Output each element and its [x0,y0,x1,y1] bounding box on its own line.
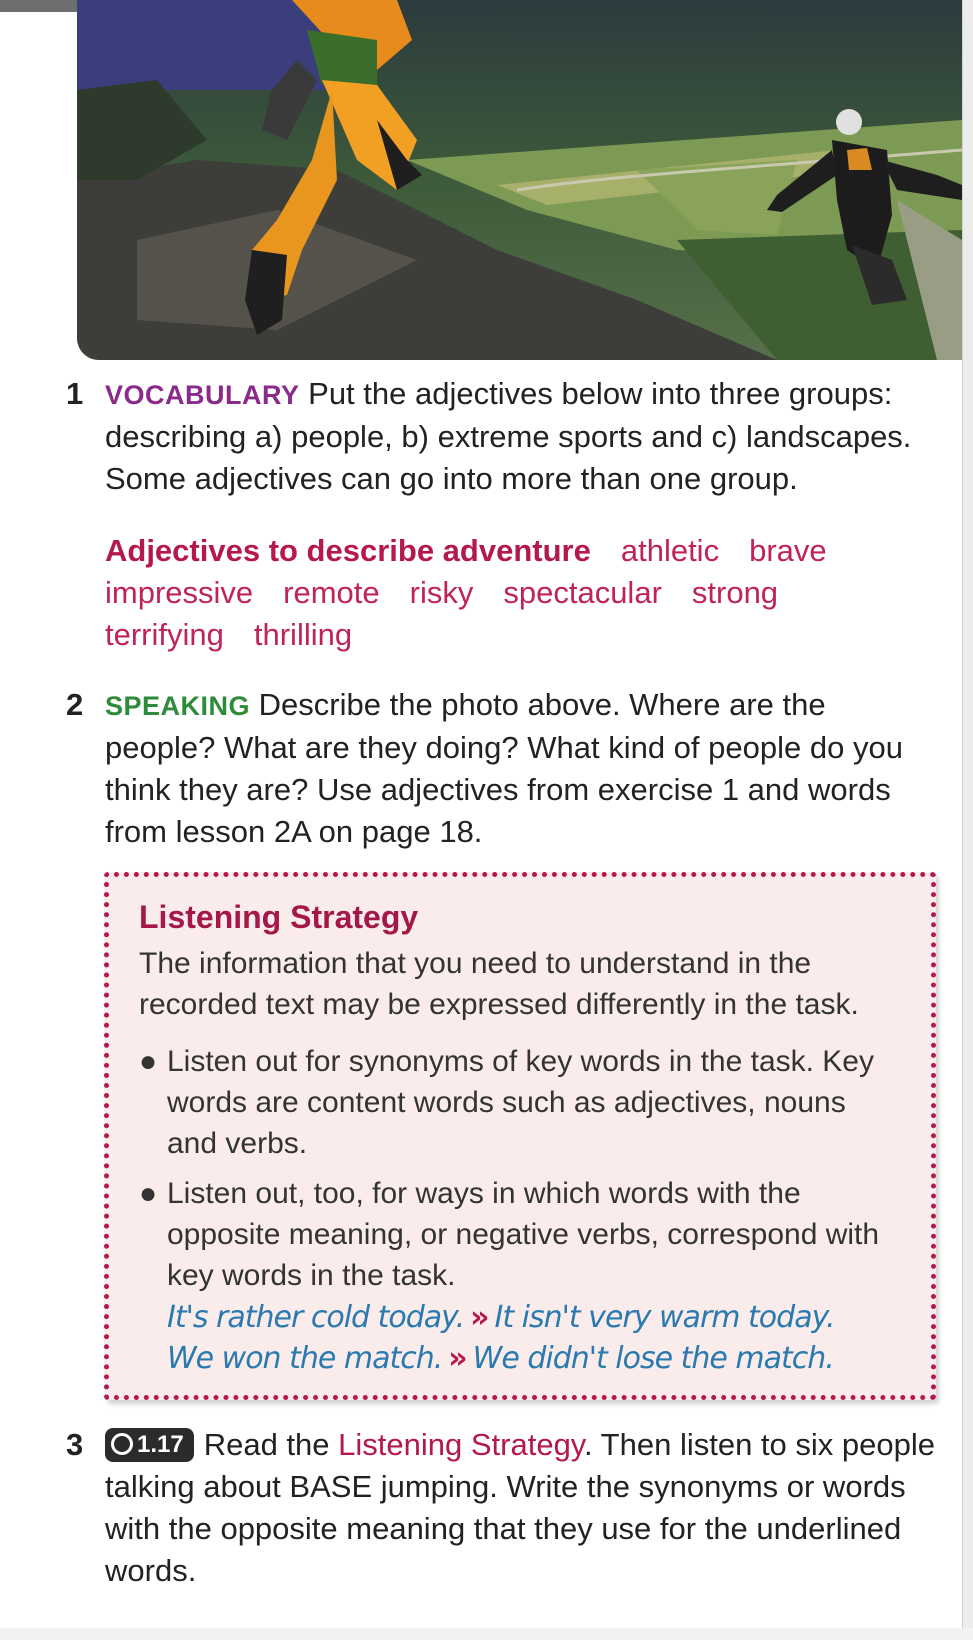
adjective-word: brave [749,533,827,568]
adjective-word: terrifying [105,617,224,652]
vocabulary-tag: VOCABULARY [105,380,300,410]
adjectives-title: Adjectives to describe adventure [105,533,591,568]
exercise-instructions: Describe the photo above. Where are the people? What are they doing? What kind of people do you think they are? Use adjectives from exercise 1 and words from lesson 2A on page 18. [105,687,903,849]
headphones-icon [111,1433,133,1455]
strategy-example [167,1338,834,1379]
arrow-icon: » [470,1300,489,1335]
example-original: It's rather cold today. [167,1300,465,1335]
exercise-1 [66,373,936,500]
adjective-word: strong [691,575,779,610]
adjective-word: athletic [620,533,720,568]
speaking-tag: SPEAKING [105,691,251,721]
example-paraphrase: We didn't lose the match. [472,1341,834,1376]
exercise-instructions-end: . Then listen to six people talking about BASE jumping. Write the synonyms or words with the opposite meaning that they use for the underlined words. [105,1427,935,1588]
adjective-word: thrilling [253,617,353,652]
exercise-3 [66,1424,936,1592]
exercise-instructions: Read the [203,1427,339,1462]
bullet-icon: ● [139,1045,158,1078]
exercise-number: 2 [66,687,84,722]
exercise-text [105,373,936,500]
base-jumping-photo [77,0,962,360]
strategy-reference: Listening Strategy [338,1427,585,1462]
arrow-icon: » [448,1341,467,1376]
example-original: We won the match. [167,1341,443,1376]
exercise-2 [66,684,936,853]
strategy-title: Listening Strategy [139,899,419,935]
bullet-text: Listen out, too, for ways in which words with the opposite meaning, or negative verbs, correspond with key words in the task. [167,1177,880,1292]
exercise-number: 3 [66,1427,84,1462]
adjective-word: risky [409,575,474,610]
page-edge [962,0,973,1640]
strategy-bullet [139,1173,899,1296]
bullet-icon: ● [139,1177,158,1210]
example-paraphrase: It isn't very warm today. [494,1300,835,1335]
listening-strategy-box [104,872,936,1400]
adjective-word: remote [283,575,380,610]
strategy-intro: The information that you need to understand in the recorded text may be expressed differently in the task. [139,947,859,1021]
bottom-strip [0,1628,973,1640]
bullet-text: Listen out for synonyms of key words in the task. Key words are content words such as adjectives, nouns and verbs. [167,1045,874,1160]
adjective-word: spectacular [503,575,662,610]
adjectives-list [105,530,905,656]
strategy-example [167,1297,835,1338]
audio-track-number: 1.17 [137,1431,184,1458]
exercise-text [105,684,936,853]
exercise-number: 1 [66,376,84,411]
exercise-text [105,1424,936,1592]
adjective-word: impressive [105,575,254,610]
exercise-instructions: Put the adjectives below into three groups: describing a) people, b) extreme sports and c) landscapes. Some adjectives can go into more than one group. [105,376,912,496]
strategy-bullet [139,1041,899,1164]
audio-track-badge[interactable] [105,1428,194,1462]
